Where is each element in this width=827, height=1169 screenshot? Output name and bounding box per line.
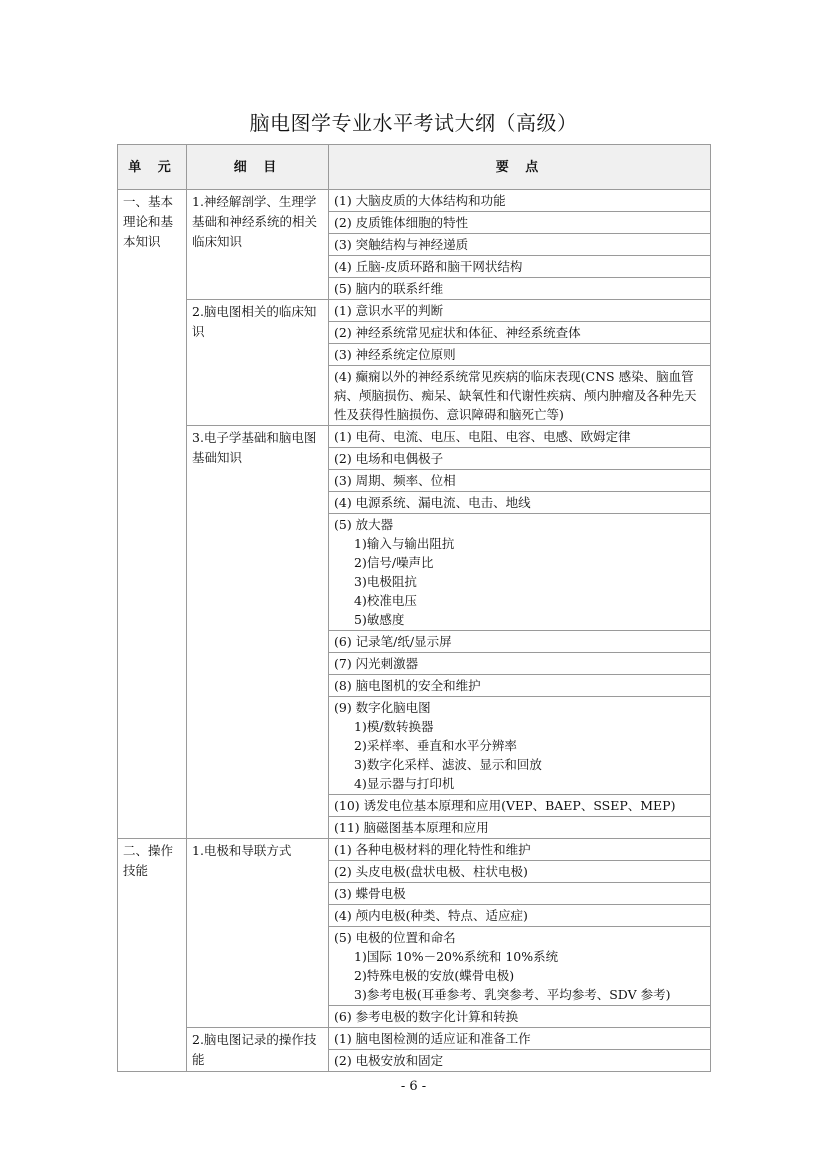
point-cell xyxy=(329,927,711,1006)
sub-point-text: 1)模/数转换器 xyxy=(354,719,434,734)
table-row xyxy=(118,1028,711,1050)
point-text: (4) 癫痫以外的神经系统常见疾病的临床表现(CNS 感染、脑血管病、颅脑损伤、痴呆、缺氧性和代谢性疾病、颅内肿瘤及各种先天性及获得性脑损伤、意识障碍和脑死亡等) xyxy=(334,369,697,422)
header-detail: 细 目 xyxy=(187,145,329,190)
page-number: - 6 - xyxy=(400,1079,427,1094)
detail-cell: 2.脑电图记录的操作技能 xyxy=(187,1028,329,1072)
point-cell xyxy=(329,1006,711,1028)
point-text: (6) 参考电极的数字化计算和转换 xyxy=(334,1009,519,1024)
point-text: (7) 闪光刺激器 xyxy=(334,656,419,671)
detail-cell: 1.神经解剖学、生理学基础和神经系统的相关临床知识 xyxy=(187,190,329,300)
sub-point-text: 2)特殊电极的安放(蝶骨电极) xyxy=(354,968,515,983)
point-text: (8) 脑电图机的安全和维护 xyxy=(334,678,481,693)
point-text: (4) 电源系统、漏电流、电击、地线 xyxy=(334,495,531,510)
point-text: (3) 周期、频率、位相 xyxy=(334,473,456,488)
detail-cell: 2.脑电图相关的临床知识 xyxy=(187,300,329,426)
point-cell xyxy=(329,492,711,514)
point-cell xyxy=(329,675,711,697)
point-cell xyxy=(329,470,711,492)
point-text: (6) 记录笔/纸/显示屏 xyxy=(334,634,452,649)
point-cell xyxy=(329,883,711,905)
point-cell xyxy=(329,1028,711,1050)
point-cell xyxy=(329,795,711,817)
point-cell xyxy=(329,697,711,795)
table-header-row xyxy=(118,145,711,190)
point-text: (4) 颅内电极(种类、特点、适应症) xyxy=(334,908,528,923)
table-row xyxy=(118,839,711,861)
point-text: (2) 头皮电极(盘状电极、柱状电极) xyxy=(334,864,528,879)
syllabus-table xyxy=(117,144,711,1072)
unit-cell: 一、基本理论和基本知识 xyxy=(118,190,187,839)
sub-point-text: 2)采样率、垂直和水平分辨率 xyxy=(354,738,517,753)
point-cell xyxy=(329,839,711,861)
sub-point-text: 3)数字化采样、滤波、显示和回放 xyxy=(354,757,542,772)
point-cell xyxy=(329,190,711,212)
point-text: (11) 脑磁图基本原理和应用 xyxy=(334,820,489,835)
point-cell xyxy=(329,234,711,256)
point-text: (9) 数字化脑电图 xyxy=(334,700,431,715)
point-text: (1) 电荷、电流、电压、电阻、电容、电感、欧姆定律 xyxy=(334,429,631,444)
table-row xyxy=(118,190,711,212)
table-body xyxy=(118,190,711,1072)
point-text: (3) 神经系统定位原则 xyxy=(334,347,456,362)
point-text: (3) 突触结构与神经递质 xyxy=(334,237,469,252)
point-text: (1) 脑电图检测的适应证和准备工作 xyxy=(334,1031,531,1046)
point-cell xyxy=(329,322,711,344)
point-cell xyxy=(329,861,711,883)
point-cell xyxy=(329,366,711,426)
point-text: (10) 诱发电位基本原理和应用(VEP、BAEP、SSEP、MEP) xyxy=(334,798,676,813)
point-text: (2) 电场和电偶极子 xyxy=(334,451,444,466)
sub-point-text: 2)信号/噪声比 xyxy=(354,555,434,570)
point-text: (1) 各种电极材料的理化特性和维护 xyxy=(334,842,531,857)
point-cell xyxy=(329,300,711,322)
sub-point-text: 4)校准电压 xyxy=(354,593,417,608)
sub-point-text: 1)输入与输出阻抗 xyxy=(354,536,455,551)
point-text: (5) 电极的位置和命名 xyxy=(334,930,456,945)
point-text: (5) 脑内的联系纤维 xyxy=(334,281,444,296)
detail-cell: 3.电子学基础和脑电图基础知识 xyxy=(187,426,329,839)
point-text: (5) 放大器 xyxy=(334,517,394,532)
sub-point-text: 3)参考电极(耳垂参考、乳突参考、平均参考、SDV 参考) xyxy=(354,987,671,1002)
sub-point-text: 3)电极阻抗 xyxy=(354,574,417,589)
sub-point-text: 4)显示器与打印机 xyxy=(354,776,455,791)
point-cell xyxy=(329,653,711,675)
point-cell xyxy=(329,278,711,300)
point-text: (2) 电极安放和固定 xyxy=(334,1053,444,1068)
point-cell xyxy=(329,514,711,631)
point-text: (4) 丘脑-皮质环路和脑干网状结构 xyxy=(334,259,523,274)
point-cell xyxy=(329,448,711,470)
point-cell xyxy=(329,256,711,278)
point-cell xyxy=(329,426,711,448)
point-text: (2) 皮质锥体细胞的特性 xyxy=(334,215,469,230)
point-text: (3) 蝶骨电极 xyxy=(334,886,406,901)
point-cell xyxy=(329,344,711,366)
header-unit: 单 元 xyxy=(118,145,187,190)
header-points: 要 点 xyxy=(329,145,711,190)
table-row xyxy=(118,426,711,448)
point-cell xyxy=(329,905,711,927)
detail-cell: 1.电极和导联方式 xyxy=(187,839,329,1028)
unit-cell: 二、操作技能 xyxy=(118,839,187,1072)
point-cell xyxy=(329,817,711,839)
sub-point-text: 1)国际 10%－20%系统和 10%系统 xyxy=(354,949,559,964)
page-title: 脑电图学专业水平考试大纲（高级） xyxy=(249,111,578,135)
point-cell xyxy=(329,1050,711,1072)
sub-point-text: 5)敏感度 xyxy=(354,612,405,627)
point-text: (1) 意识水平的判断 xyxy=(334,303,444,318)
point-cell xyxy=(329,631,711,653)
point-text: (2) 神经系统常见症状和体征、神经系统查体 xyxy=(334,325,581,340)
point-cell xyxy=(329,212,711,234)
table-row xyxy=(118,300,711,322)
point-text: (1) 大脑皮质的大体结构和功能 xyxy=(334,193,506,208)
